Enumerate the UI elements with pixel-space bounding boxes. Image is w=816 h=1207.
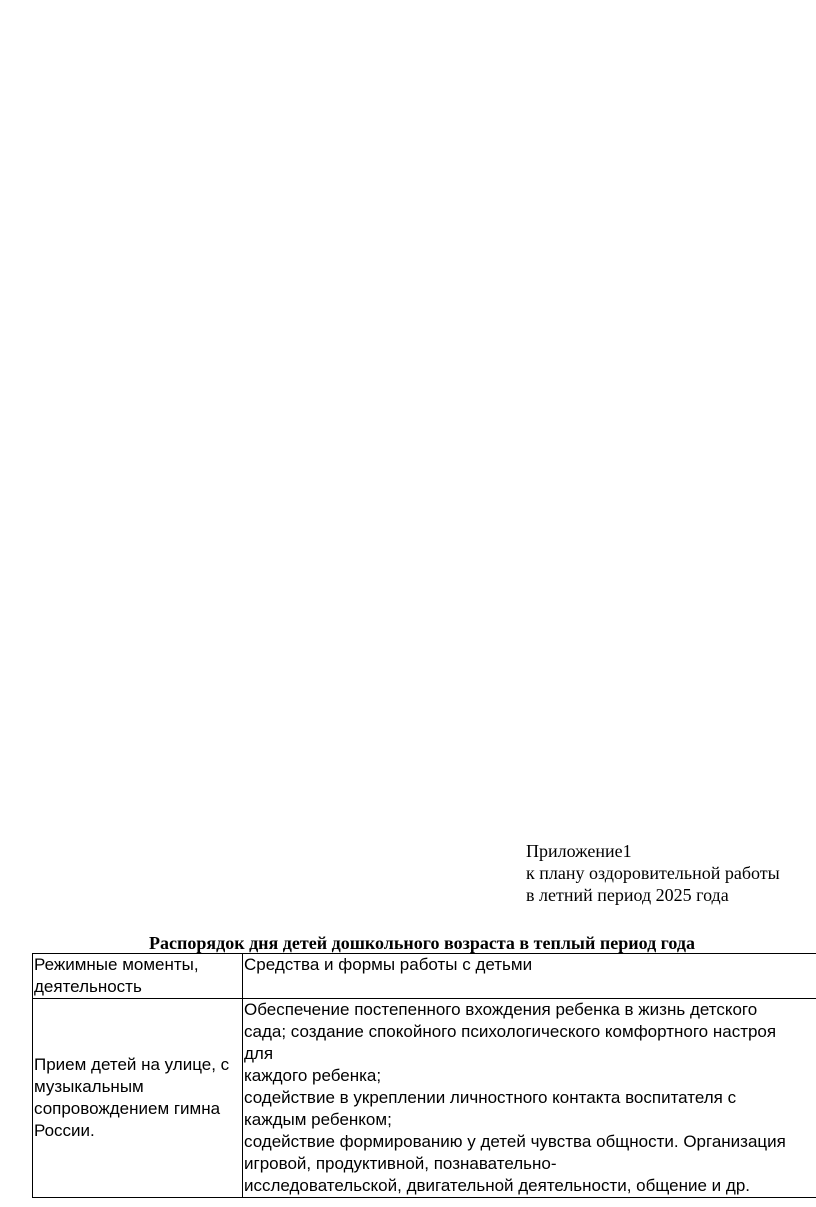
appendix-line-1: Приложение1	[526, 841, 632, 861]
header-cell-regime: Режимные моменты, деятельность	[33, 954, 243, 999]
cell-text-line: содействие формированию у детей чувства общности. Организация	[244, 1132, 786, 1151]
cell-text-line: для	[244, 1044, 274, 1063]
cell-text-line: содействие в укреплении личностного контакта воспитателя с	[244, 1088, 737, 1107]
table-header-row	[33, 954, 816, 999]
cell-text-line: исследовательской, двигательной деятельности, общение и др.	[244, 1176, 750, 1195]
cell-text-line: Обеспечение постепенного вхождения ребенка в жизнь детского	[244, 1000, 758, 1019]
table-row	[33, 999, 816, 1198]
cell-text-line: каждого ребенка;	[244, 1066, 382, 1085]
cell-regime-reception: Прием детей на улице, с музыкальным сопровождением гимна России.	[33, 999, 243, 1198]
appendix-line-3: в летний период 2025 года	[526, 885, 729, 905]
document-title: Распорядок дня детей дошкольного возраста в теплый период года	[149, 933, 695, 953]
schedule-table	[32, 953, 816, 1198]
cell-text-line: сада; создание спокойного психологического комфортного настроя	[244, 1022, 777, 1041]
appendix-note	[526, 840, 780, 906]
cell-text-line: каждым ребенком;	[244, 1110, 392, 1129]
cell-text-line: игровой, продуктивной, познавательно-	[244, 1154, 557, 1173]
cell-means-reception	[243, 999, 816, 1198]
appendix-line-2: к плану оздоровительной работы	[526, 863, 780, 883]
header-cell-means: Средства и формы работы с детьми	[243, 954, 816, 999]
